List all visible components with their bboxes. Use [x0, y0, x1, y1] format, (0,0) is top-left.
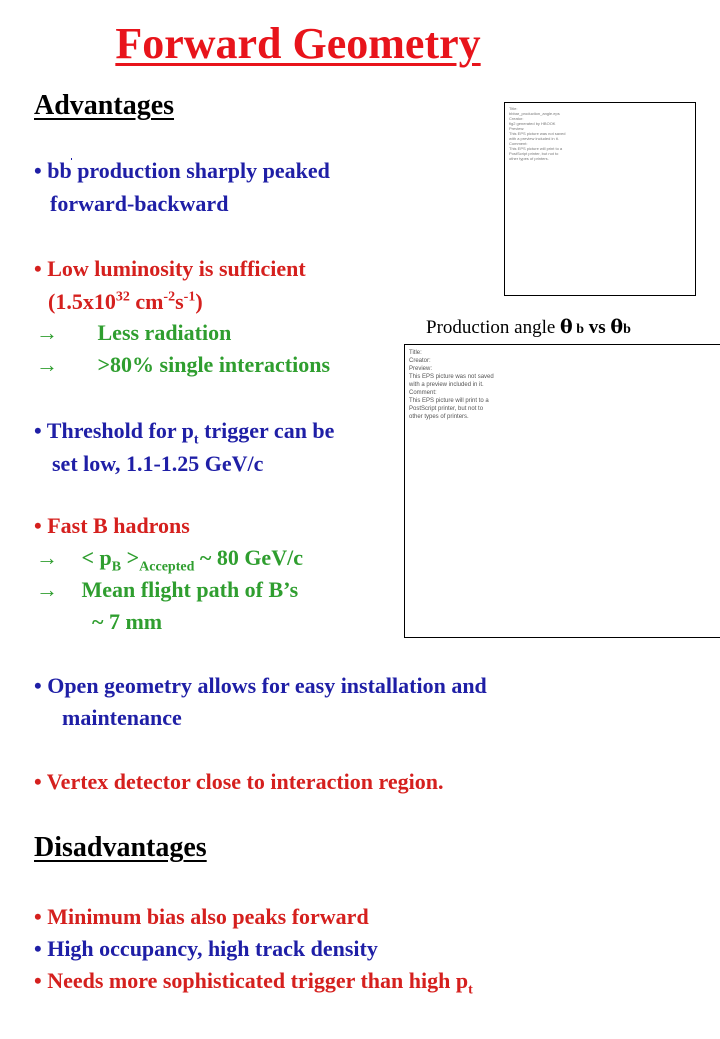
- lumi-s: s: [175, 289, 184, 314]
- caption-bbar-sub: b: [623, 322, 631, 337]
- bb-production-line2: forward-backward: [50, 191, 229, 216]
- theta-symbol: θ: [610, 316, 624, 338]
- arrow-icon: →: [36, 545, 58, 570]
- threshold-sub: t: [193, 432, 199, 448]
- pb-accepted-line: [36, 545, 303, 575]
- arrow-icon: →: [36, 577, 58, 602]
- min-bias-line: • Minimum bias also peaks forward: [34, 904, 369, 929]
- threshold-line: [34, 418, 335, 448]
- bottom-figure: [404, 344, 720, 638]
- open-geometry-line: • Open geometry allows for easy installation and: [34, 673, 487, 698]
- caption-vs: vs: [584, 317, 611, 338]
- production-angle-figure: [504, 102, 696, 296]
- lumi-cm: cm: [129, 289, 164, 314]
- disadvantages-heading: Disadvantages: [34, 832, 207, 863]
- seven-mm-line: ~ 7 mm: [92, 609, 163, 634]
- figure-caption: [426, 316, 631, 339]
- arrow-icon: →: [36, 320, 58, 345]
- page-title: Forward Geometry: [115, 19, 481, 68]
- lumi-exponent: 32: [115, 289, 130, 305]
- threshold-text-rest: trigger can be: [198, 418, 335, 443]
- pb-sub: B: [111, 559, 122, 575]
- lumi-cm-exp: -2: [163, 289, 176, 305]
- pb-bracket: >: [121, 545, 140, 570]
- fast-b-line: • Fast B hadrons: [34, 513, 190, 538]
- bbar-symbol: b: [59, 158, 72, 183]
- occupancy-line: • High occupancy, high track density: [34, 936, 378, 961]
- eps-placeholder-text: Title: bbbar_production_angle.eps Creator: fig2 generated by HBOOK Preview: This EPS picture was not saved with a preview included in it. Comment: This EPS picture will print to a PostScript printer, but not to other types of printers.: [509, 106, 566, 161]
- theta-symbol: θ: [560, 316, 573, 338]
- vertex-line: • Vertex detector close to interaction region.: [34, 769, 444, 794]
- open-geometry-line2: maintenance: [62, 705, 182, 730]
- advantages-heading: Advantages: [34, 90, 175, 121]
- threshold-line2: set low, 1.1-1.25 GeV/c: [52, 451, 264, 476]
- lumi-s-exp: -1: [183, 289, 196, 305]
- lumi-base: (1.5x10: [48, 289, 116, 314]
- trigger-text: • Needs more sophisticated trigger than high p: [34, 968, 469, 993]
- trigger-line: [34, 968, 473, 998]
- less-radiation-line: [36, 320, 231, 346]
- lumi-close: ): [195, 289, 203, 314]
- bb-production-line: [34, 158, 330, 184]
- threshold-text: • Threshold for p: [34, 418, 194, 443]
- less-radiation-text: Less radiation: [97, 320, 232, 345]
- bullet-b: • b: [34, 158, 60, 183]
- caption-text: Production angle: [426, 317, 561, 338]
- bb-production-text: production sharply peaked: [71, 158, 330, 183]
- mean-flight-text: Mean flight path of B’s: [81, 577, 299, 602]
- pb-value: ~ 80 GeV/c: [194, 545, 303, 570]
- mean-flight-line: [36, 577, 298, 603]
- pb-accepted-sub: Accepted: [139, 559, 195, 575]
- arrow-icon: →: [36, 352, 58, 377]
- trigger-sub: t: [468, 982, 473, 998]
- eps-placeholder-text: Title: Creator: Preview: This EPS picture was not saved with a preview included in it. Comment: This EPS picture will print to a PostScript printer, but not to other types of printers.: [409, 350, 494, 420]
- single-interactions-line: [36, 352, 330, 378]
- single-interactions-text: >80% single interactions: [97, 352, 331, 377]
- low-luminosity-line: • Low luminosity is sufficient: [34, 256, 306, 281]
- luminosity-value: [48, 289, 203, 315]
- caption-b-sub: b: [572, 322, 585, 337]
- pb-text: < p: [81, 545, 112, 570]
